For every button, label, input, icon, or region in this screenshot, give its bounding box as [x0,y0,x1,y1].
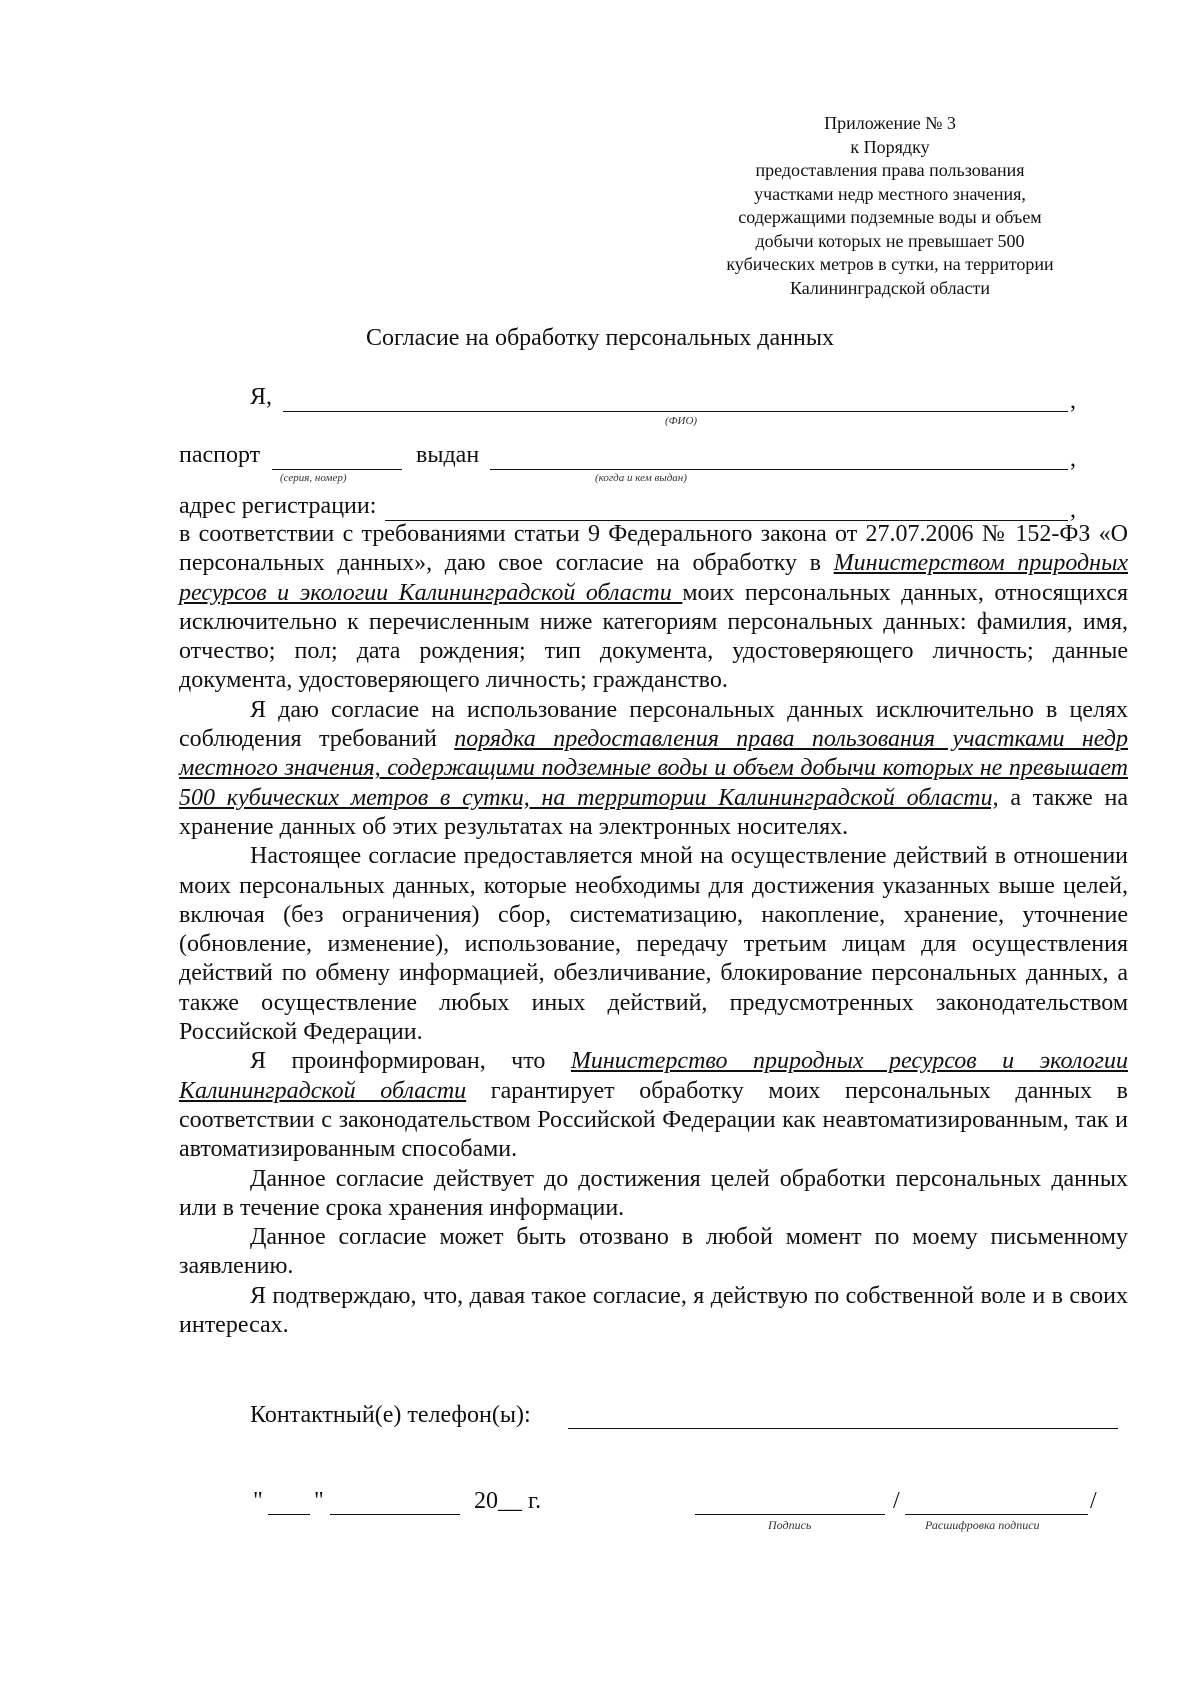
paragraph-2 [179,696,1128,842]
date-quote-close: " [314,1488,324,1514]
p4-text-end: гарантирует обработку моих персональных данных в соответствии с законодательством Российской Федерации как неавтоматизированным, так и автоматизированным способами. [179,1077,1128,1163]
p4-text: Я проинформирован, что [250,1048,571,1075]
fio-field[interactable] [283,411,1068,412]
appendix-line: к Порядку [850,136,930,157]
signature-decode-field[interactable] [905,1514,1088,1515]
paragraph-6: Данное согласие может быть отозвано в любой момент по моему письменному заявлению. [179,1224,1128,1280]
p1-text: в соответствии с требованиями статьи 9 Федерального закона от 27.07.2006 № 152-ФЗ «О персональных данных», даю свое согласие на обработку в [179,521,1128,577]
appendix-line: Калининградской области [789,277,991,298]
signature-decode-caption: Расшифровка подписи [925,1518,1040,1532]
contact-phone-field[interactable] [568,1428,1118,1429]
consent-body [179,520,1128,1340]
signature-slash-end: / [1090,1488,1097,1514]
address-comma: , [1070,497,1076,523]
passport-label: паспорт [179,442,261,468]
order-name: порядка предоставления права пользования участками недр местного значения, содержащими подземные воды и объем добычи которых не превышает 500 кубических метров в сутки, на территории Калининградской области, [179,726,1128,811]
fio-comma: , [1070,388,1076,414]
appendix-line: Приложение № 3 [824,113,956,133]
appendix-line: содержащими подземные воды и объем [738,207,1042,227]
appendix-line: участками недр местного значения, [754,183,1026,204]
date-year: 20__ г. [474,1488,542,1514]
appendix-line: предоставления права пользования [755,160,1025,180]
p2-text: Я даю согласие на использование персональных данных исключительно в целях соблюдения требований [179,696,1128,753]
paragraph-7: Я подтверждаю, что, давая такое согласие, я действую по собственной воле и в своих интересах. [179,1282,1128,1339]
p2-text-end: а также на хранение данных об этих результатах на электронных носителях. [179,784,1128,840]
signature-slash: / [893,1488,900,1514]
issued-caption: (когда и кем выдан) [595,472,687,484]
ministry-name: Министерство природных ресурсов и экологии Калининградской области [179,1048,1128,1104]
date-quote-open: " [253,1488,263,1514]
appendix-line: кубических метров в сутки, на территории [726,254,1054,274]
issued-field[interactable] [490,469,1068,470]
paragraph-3: Настоящее согласие предоставляется мной на осуществление действий в отношении моих персональных данных, которые необходимы для достижения указанных выше целей, включая (без ограничения) сбор, систематизацию, накопление, хранение, уточнение (обновление, изменение), использование, передачу третьим лицам для осуществления действий по обмену информацией, обезличивание, блокирование персональных данных, а также осуществление любых иных действий, предусмотренных законодательством Российской Федерации. [179,843,1128,1046]
signature-caption: Подпись [768,1518,812,1532]
issued-label: выдан [416,442,480,468]
appendix-line: добычи которых не превышает 500 [755,230,1025,251]
issued-comma: , [1070,446,1076,472]
signature-field[interactable] [695,1514,885,1515]
paragraph-5: Данное согласие действует до достижения целей обработки персональных данных или в течение срока хранения информации. [179,1165,1128,1221]
contact-label: Контактный(е) телефон(ы): [250,1402,531,1428]
paragraph-4 [179,1047,1128,1164]
date-month-field[interactable] [330,1514,460,1515]
date-day-field[interactable] [268,1514,310,1515]
address-label: адрес регистрации: [179,493,377,519]
fio-caption: (ФИО) [665,415,698,427]
ministry-name: Министерством природных ресурсов и экологии Калининградской области [179,550,1128,606]
document-title: Согласие на обработку персональных данных [366,325,834,351]
passport-series-caption: (серия, номер) [280,472,347,484]
appendix-header [700,112,1080,300]
p1-text-end: моих персональных данных, относящихся исключительно к перечисленным ниже категориям персональных данных: фамилия, имя, отчество; пол; дата рождения; тип документа, удостоверяющего личность; данные документа, удостоверяющего личность; гражданство. [179,579,1128,694]
passport-series-field[interactable] [272,469,402,470]
paragraph-1 [179,520,1128,696]
ya-label: Я, [250,384,273,410]
